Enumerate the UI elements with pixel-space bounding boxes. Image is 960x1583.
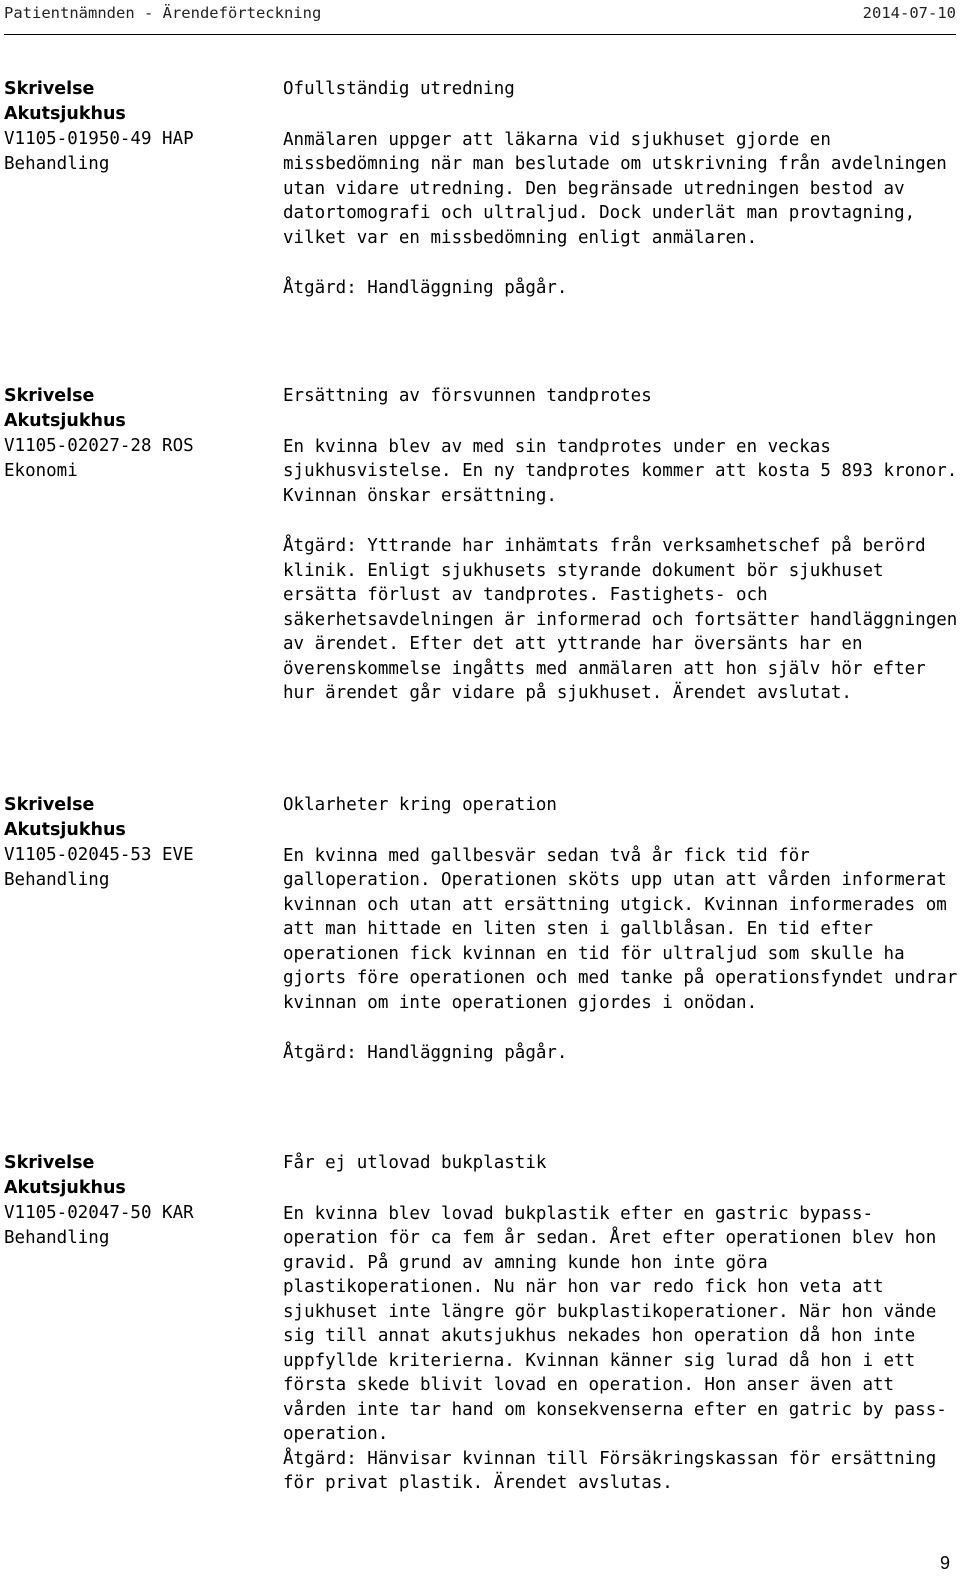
case-title: Oklarheter kring operation — [283, 795, 557, 815]
case-id: V1105-02047-50 KAR — [4, 1203, 194, 1223]
case-clinic: Akutsjukhus — [4, 411, 126, 431]
case-title: Ersättning av försvunnen tandprotes — [283, 386, 652, 406]
case-action: Åtgärd: Yttrande har inhämtats från verksamhetschef på berörd klinik. Enligt sjukhusets styrande dokument bör sjukhuset ersätta förlust av tandprotes. Fastighets- och säkerhetsavdelningen är informerad och fortsätter handläggningen av ärendet. Efter det att yttrande har översänts har en överenskommelse ingåtts med anmälaren att hon själv hör efter hur ärendet går vidare på sjukhuset. Ärendet avslutat. — [283, 536, 958, 703]
case-type: Skrivelse — [4, 79, 95, 99]
case-action: Åtgärd: Handläggning pågår. — [283, 1043, 568, 1063]
case-content — [283, 384, 959, 706]
document-title: Patientnämnden - Ärendeförteckning — [4, 4, 322, 22]
case-id: V1105-02045-53 EVE — [4, 845, 194, 865]
case-body: En kvinna med gallbesvär sedan två år fick tid för galloperation. Operationen sköts upp utan att vården informerat kvinnan och utan att ersättning utgick. Kvinnan informerades om att man hittade en liten sten i gallblåsan. En tid efter operationen fick kvinnan en tid för ultraljud som skulle ha gjorts före operationen och med tanke på operationsfyndet undrar kvinnan om inte operationen gjordes i onödan. — [283, 845, 958, 1013]
document-date: 2014-07-10 — [862, 4, 956, 22]
case-body: En kvinna blev lovad bukplastik efter en gastric bypass-operation för ca fem år sedan. Året efter operationen blev hon gravid. På grund av amning kunde hon inte göra plastikoperationen. Nu när hon var redo fick hon veta att sjukhuset inte längre gör bukplastikoperationer. När hon vände sig till annat akutsjukhus nekades hon operation då hon inte uppfyllde kriterierna. Kvinnan känner sig lurad då hon i ett första skede blivit lovad en operation. Hon anser även att vården inte tar hand om konsekvenserna efter en gatric by pass-operation. — [283, 1203, 947, 1444]
case-content — [283, 77, 959, 301]
case-category: Ekonomi — [4, 461, 78, 481]
case-action: Åtgärd: Hänvisar kvinnan till Försäkringskassan för ersättning för privat plastik. Ärendet avslutas. — [283, 1448, 937, 1493]
case-clinic: Akutsjukhus — [4, 820, 126, 840]
page-number: 9 — [939, 1553, 950, 1573]
case-action: Åtgärd: Handläggning pågår. — [283, 278, 568, 298]
case-body: En kvinna blev av med sin tandprotes under en veckas sjukhusvistelse. En ny tandprotes kommer att kosta 5 893 kronor. Kvinnan önskar ersättning. — [283, 436, 958, 506]
page-header — [4, 4, 956, 35]
case-meta — [4, 77, 274, 177]
case-clinic: Akutsjukhus — [4, 1178, 126, 1198]
case-category: Behandling — [4, 1228, 110, 1248]
case-content — [283, 1151, 959, 1496]
case-title: Ofullständig utredning — [283, 79, 515, 99]
case-meta — [4, 793, 274, 893]
case-body: Anmälaren uppger att läkarna vid sjukhuset gjorde en missbedömning när man beslutade om utskrivning från avdelningen utan vidare utredning. Den begränsade utredningen bestod av datortomografi och ultraljud. Dock underlät man provtagning, vilket var en missbedömning enligt anmälaren. — [283, 129, 947, 248]
case-category: Behandling — [4, 870, 110, 890]
case-id: V1105-02027-28 ROS — [4, 436, 194, 456]
case-meta — [4, 1151, 274, 1251]
case-type: Skrivelse — [4, 1153, 95, 1173]
case-category: Behandling — [4, 154, 110, 174]
case-type: Skrivelse — [4, 386, 95, 406]
case-clinic: Akutsjukhus — [4, 104, 126, 124]
case-title: Får ej utlovad bukplastik — [283, 1153, 547, 1173]
case-id: V1105-01950-49 HAP — [4, 129, 194, 149]
case-content — [283, 793, 959, 1066]
case-type: Skrivelse — [4, 795, 95, 815]
case-meta — [4, 384, 274, 484]
